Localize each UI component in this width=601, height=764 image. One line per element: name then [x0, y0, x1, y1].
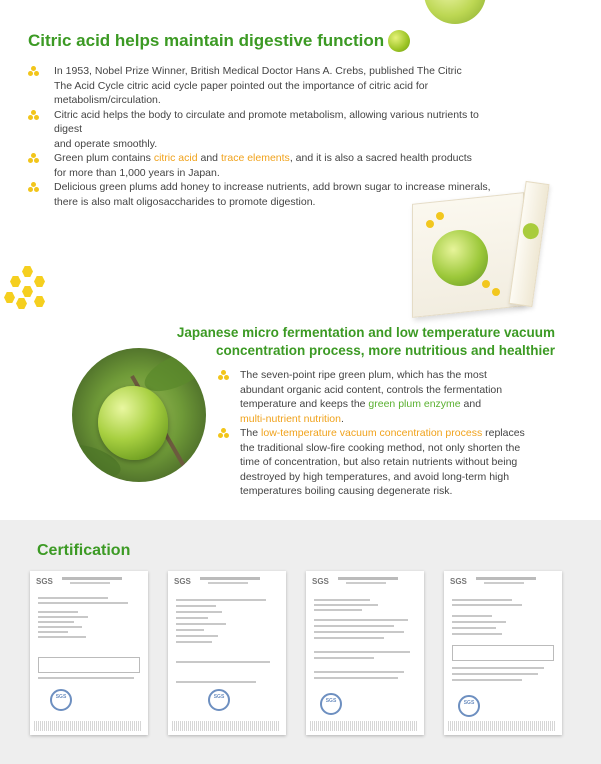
fermentation-heading: Japanese micro fermentation and low temperature vacuum concentration process, more nutritious and healthier	[176, 325, 555, 358]
sgs-seal-icon	[458, 695, 480, 717]
list-item: Green plum contains citric acid and trace elements, and it is also a sacred health products for more than 1,000 years in Japan.	[28, 151, 498, 180]
plum-ball-icon	[388, 30, 410, 52]
honeycomb-bullet-icon	[28, 110, 40, 120]
plum-illustration-icon	[432, 230, 488, 286]
fermentation-list	[218, 368, 558, 499]
product-package-image	[412, 190, 587, 315]
sgs-logo-icon: SGS	[450, 577, 467, 586]
honeycomb-bullet-icon	[218, 428, 230, 438]
honeycomb-bullet-icon	[218, 370, 230, 380]
list-item: The low-temperature vacuum concentration process replaces the traditional slow-fire cooking method, not only shorten the time of concentration, but also retain nutrients without being destroyed by high temperatures, and avoid long-term high temperatures boiling causing degenerate risk.	[218, 426, 558, 499]
green-plum-photo	[72, 348, 206, 482]
citric-acid-heading: Citric acid helps maintain digestive function	[28, 31, 385, 50]
sgs-logo-icon: SGS	[36, 577, 53, 586]
certification-heading: Certification	[37, 542, 131, 559]
sgs-seal-icon	[320, 693, 342, 715]
highlight-trace-elements: trace elements	[220, 152, 290, 164]
list-item: Citric acid helps the body to circulate and promote metabolism, allowing various nutrients to digest and operate smoothly.	[28, 108, 498, 152]
sgs-seal-icon	[50, 689, 72, 711]
sgs-logo-icon: SGS	[174, 577, 191, 586]
list-item: The seven-point ripe green plum, which has the most abundant organic acid content, controls the fermentation temperature and keeps the green plum enzyme and multi-nutrient nutrition.	[218, 368, 558, 426]
highlight-citric-acid: citric acid	[153, 152, 198, 164]
highlight-vacuum-process: low-temperature vacuum concentration process	[261, 427, 483, 439]
certificate-document-4[interactable]: SGS SGS	[444, 571, 562, 735]
honeycomb-bullet-icon	[28, 66, 40, 76]
honeycomb-bullet-icon	[28, 153, 40, 163]
highlight-green-plum-enzyme: green plum enzyme	[368, 398, 461, 410]
sgs-seal-icon	[208, 689, 230, 711]
certificate-document-1[interactable]: SGS SGS	[30, 571, 148, 735]
honeycomb-bullet-icon	[28, 182, 40, 192]
sgs-logo-icon: SGS	[312, 577, 329, 586]
highlight-multi-nutrient: multi-nutrient nutrition	[240, 412, 341, 425]
list-item: In 1953, Nobel Prize Winner, British Medical Doctor Hans A. Crebs, published The Citric The Acid Cycle citric acid cycle paper pointed out the importance of citric acid for metabolism/circulation.	[28, 64, 498, 108]
list-item: Delicious green plums add honey to increase nutrients, add brown sugar to increase minerals, there is also malt oligosaccharides to promote digestion.	[28, 180, 498, 209]
certificate-document-3[interactable]: SGS SGS	[306, 571, 424, 735]
certificate-document-2[interactable]: SGS SGS	[168, 571, 286, 735]
citric-acid-list	[28, 64, 498, 209]
